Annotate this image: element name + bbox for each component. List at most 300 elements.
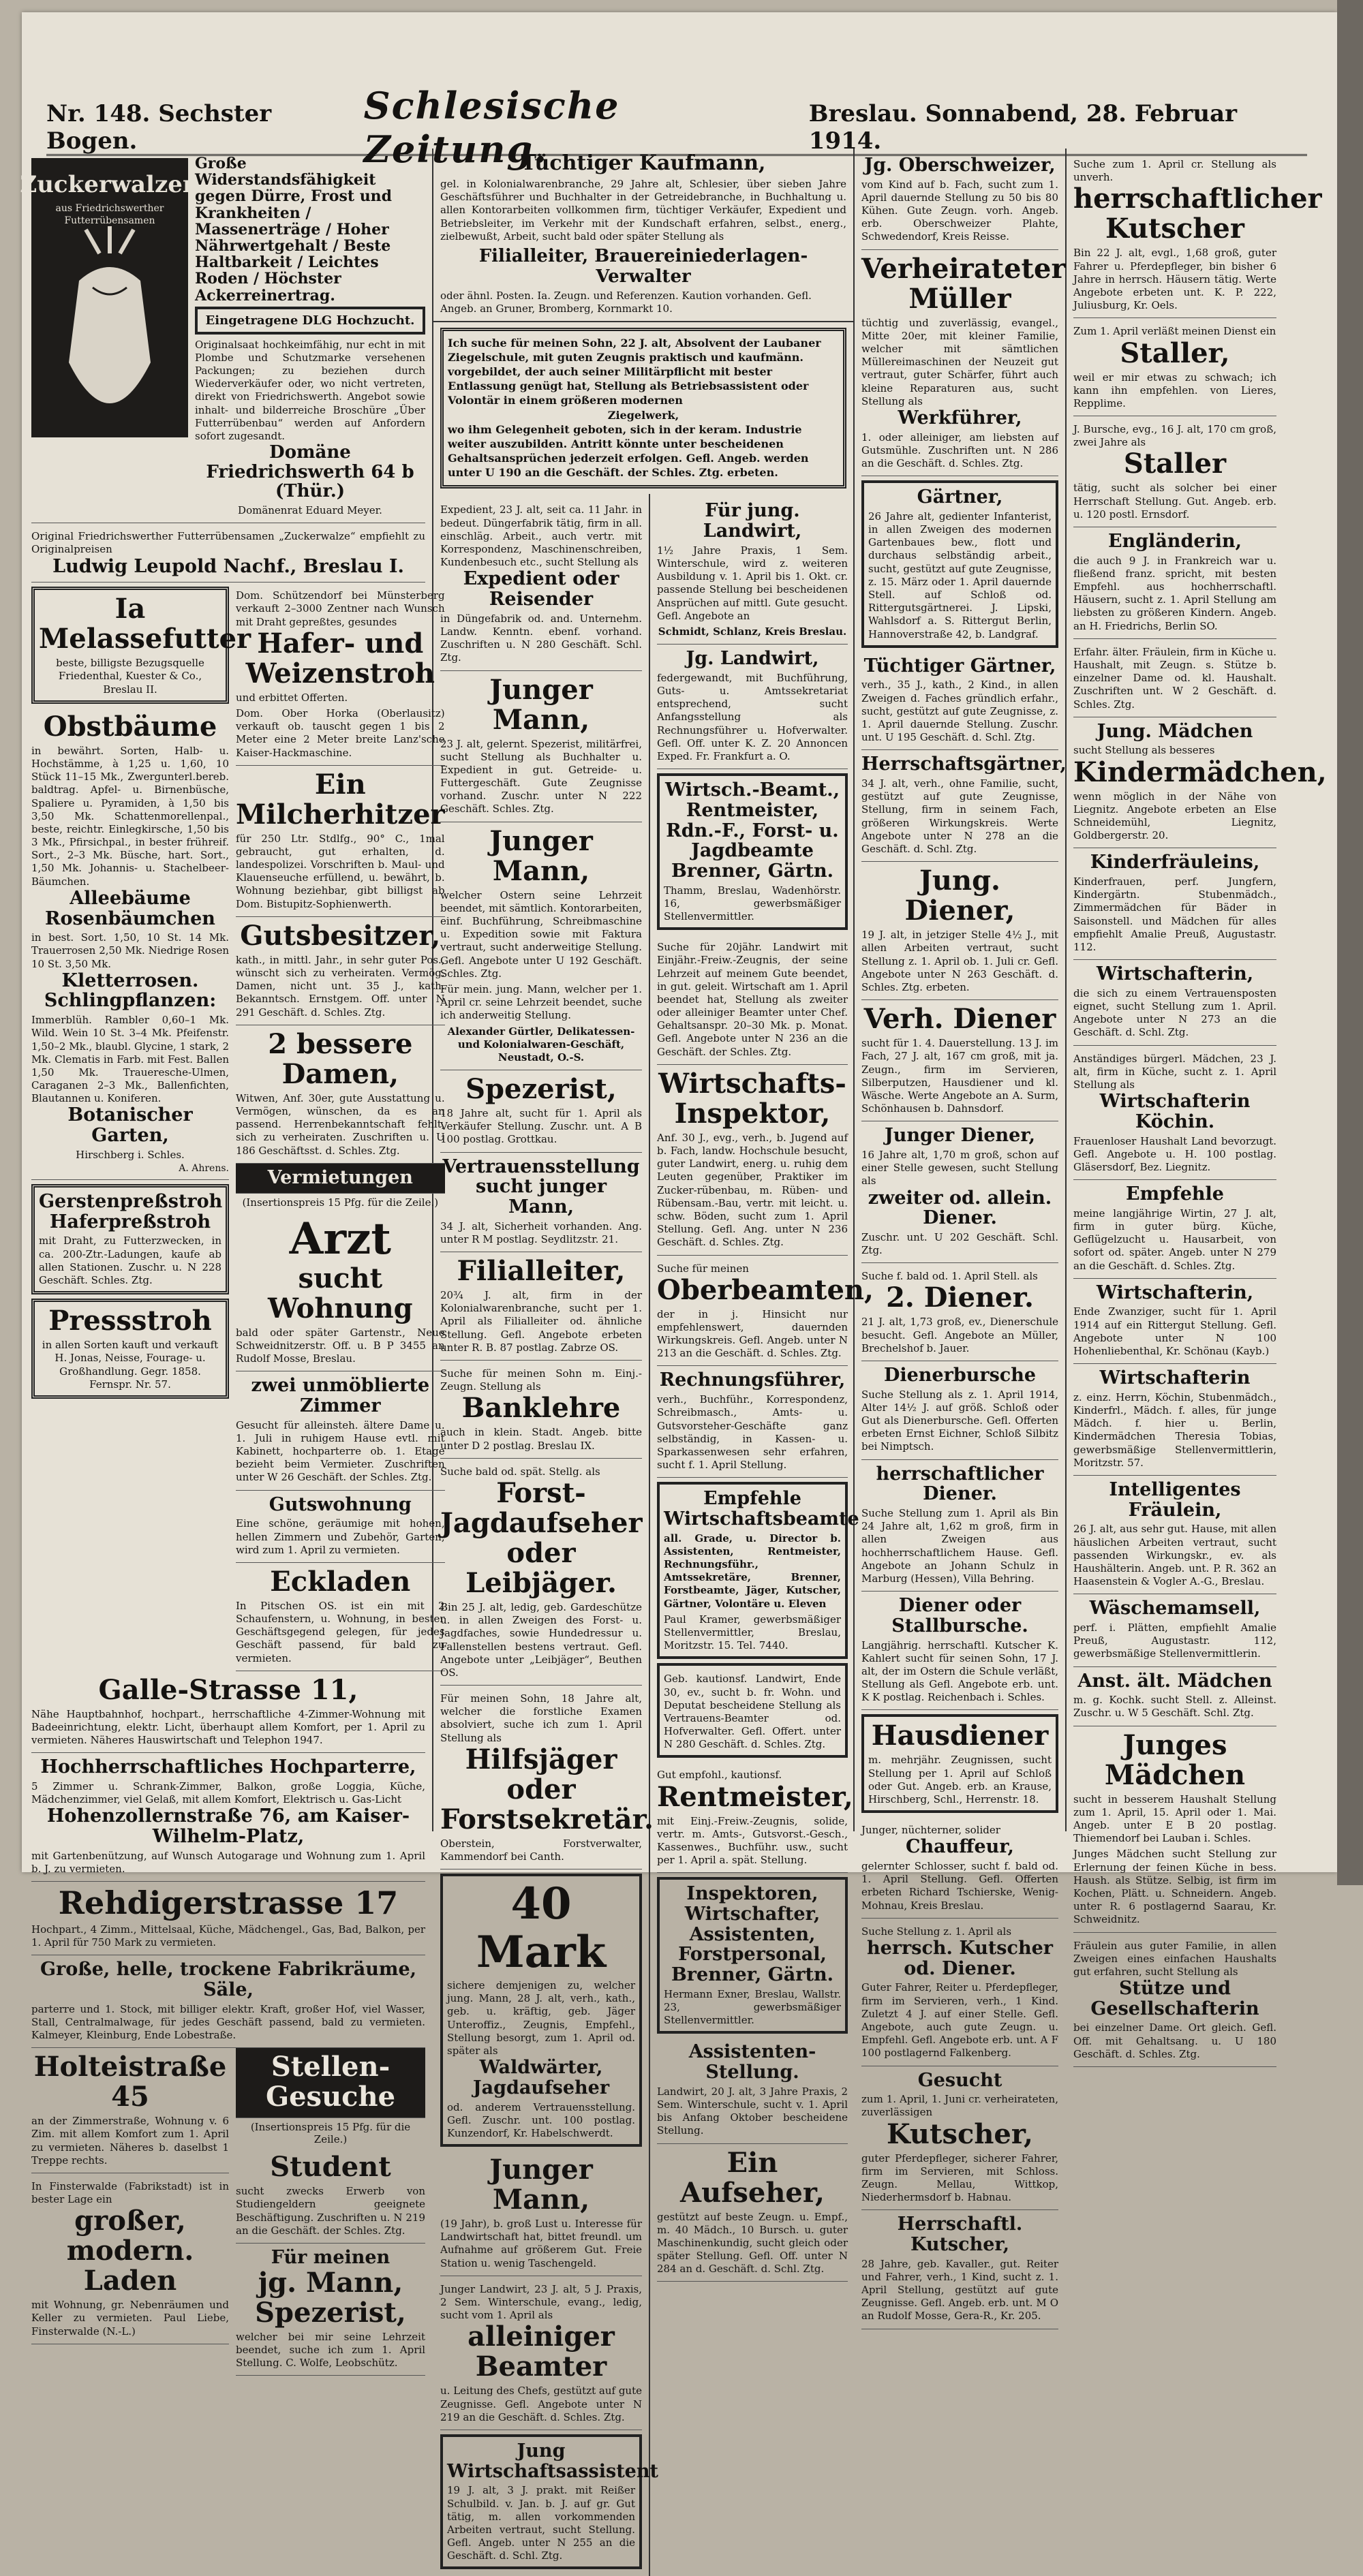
ad-student bbox=[236, 2148, 425, 2244]
kinderfr-body: Kinderfrauen, perf. Jungfern, Kindergärtn. Stubenmädch., Zimmermädchen für Bäder in Saisonstell. und Mädchen für alles empfiehlt Amalie Preuß, Augustastr. 112. bbox=[1073, 875, 1276, 953]
ad-englaenderin bbox=[1073, 527, 1276, 639]
schweizer-heading: Jg. Oberschweizer, bbox=[864, 155, 1056, 176]
aelt-body: m. g. Kochk. sucht Stell. z. Alleinst. Zuschr. u. W 5 Geschäft. Schl. Ztg. bbox=[1073, 1694, 1276, 1720]
ad-hilfsjaeger bbox=[440, 1686, 654, 1869]
zimmer-heading: zwei unmöblierte Zimmer bbox=[251, 1375, 430, 1417]
filial-heading: Filialleiter, Brauereiniederlagen-Verwalter bbox=[478, 245, 808, 287]
haus-body: m. mehrjähr. Zeugnissen, sucht Stellung per 1. April auf Schloß oder Gut. Angeb. erb. an Krause, Hirschberg, Schl., Herrenstr. 18. bbox=[868, 1754, 1052, 1805]
ad-chauffeur bbox=[861, 1817, 1058, 1919]
kutscher5-heading: herrschaftlicher Kutscher bbox=[1073, 183, 1322, 245]
wirtsch4-heading: Wirtschafterin bbox=[1099, 1367, 1251, 1389]
press-body: in allen Sorten kauft und verkauft H. Jonas, Neisse, Fourage- u. Großhandlung. Gegr. 1858. Fernspr. Nr. 57. bbox=[42, 1339, 219, 1391]
jd-heading: Junger Diener, bbox=[884, 1125, 1036, 1147]
wirtsch4-body: z. einz. Herrn, Köchin, Stubenmädch., Kinderfrl., Mädch. f. alles, für junge Mädch. f. hier u. Berlin, Kindermädchen Theresia Tobias, gewerbsmäßige Stellenvermittlerin, Moritzstr. 57. bbox=[1073, 1391, 1276, 1469]
zucker-text bbox=[195, 155, 425, 517]
insp-body: Anf. 30 J., evg., verh., b. Jugend auf b. Fach, landw. Hochschule besucht, guter Landwirt, energ. u. ruhig dem Leuten gegenüber, Praktiker im Zucker-rübenbau, m. Rüben- und Rübensam.-Bau, vertr. mit leicht. u. schw. Böden, sucht zum 1. April Stellung. Gefl. Ang. unter N 236 Geschäft. d. Schles. Ztg. bbox=[657, 1131, 848, 1249]
col1-bottom-left bbox=[31, 2048, 229, 2376]
mueller-body: tüchtig und zuverlässig, evangel., Mitte 20er, mit kleiner Familie, welcher mit sämtlichen Müllereimaschinen der Neuzeit gut vertraut, guter Schärfer, führt auch kleine Reparaturen aus, sucht Stellung als bbox=[861, 316, 1058, 407]
page-edge-shadow bbox=[1337, 0, 1363, 1885]
diener2-pre: Suche f. bald od. 1. April Stell. als bbox=[861, 1270, 1038, 1283]
allee-heading: Alleebäume bbox=[70, 887, 191, 909]
ad-junger-mann-3 bbox=[440, 2151, 642, 2276]
hafer-body: Dom. Ober Horka (Oberlausitz) verkauft ob. tauscht gegen 1 bis 2 Meter eine 2 Meter breite Lanz'sche Kaiser-Hackmaschine. bbox=[236, 707, 445, 759]
insp-heading: Wirtschafts-Inspektor, bbox=[658, 1067, 846, 1130]
ad-mueller bbox=[861, 250, 1066, 477]
gutswohn-body: Eine schöne, geräumige mit hohen, hellen Zimmern und Zubehör, Garten, wird zum 1. April zu vermieten. bbox=[236, 1517, 445, 1556]
vertr-body: 34 J. alt, Sicherheit vorhanden. Ang. unter R M postlag. Seydlitzstr. 21. bbox=[440, 1220, 642, 1245]
dlg-label: Eingetragene DLG Hochzucht. bbox=[195, 307, 425, 335]
jm3-body: (19 Jahr), b. groß Lust u. Interesse für Landwirtschaft hat, bittet freundl. um Aufnahme auf größerem Gut. Freie Station u. wenig Taschengeld. bbox=[440, 2218, 642, 2269]
staller2-body: tätig, sucht als solcher bei einer Herrschaft Stellung. Gut. Angeb. erb. u. 120 postl. Ernsdorf. bbox=[1073, 482, 1276, 521]
ad-zuckerwalzen bbox=[20, 151, 425, 523]
paper-title: Schlesische Zeitung. bbox=[363, 84, 620, 171]
verh-body: sucht für 1. 4. Dauerstellung. 13 J. im Fach, 27 J. alt, 167 cm groß, mit ja. Zeugn., firm im Servieren, Silberputzen, Hausdiener und kl. Wäsche. Werte Angebote an A. Surm, Schönhausen b. Dahnsdorf. bbox=[861, 1037, 1058, 1115]
wirtsch-heading: Wirtschafterin, bbox=[1096, 963, 1254, 985]
fuer-heading: Für meinen bbox=[271, 2246, 390, 2268]
ad-staller-2 bbox=[1073, 416, 1276, 527]
bank-body: auch in klein. Stadt. Angeb. bitte unter D 2 postlag. Breslau IX. bbox=[440, 1426, 642, 1452]
kutsch-heading: herrsch. Kutscher od. Diener. bbox=[867, 1938, 1053, 1979]
holtei-body: an der Zimmerstraße, Wohnung v. 6 Zim. mit allem Komfort zum 1. April zu vermieten. Näheres b. daselbst 1 Treppe rechts. bbox=[31, 2115, 229, 2167]
hoch-heading: Hochherrschaftliches Hochparterre, bbox=[40, 1756, 416, 1778]
ad-oberbeamten bbox=[657, 1256, 874, 1367]
ad-jung-landwirt bbox=[657, 497, 848, 645]
chauf-pre: Junger, nüchterner, solider bbox=[861, 1824, 1000, 1837]
herrsch-body: 28 Jahre, geb. Kavaller., gut. Reiter und Fahrer, verh., 1 Kind, sucht z. 1. April Stellung, gestützt auf gute Zeugnisse. Gefl. Angeb. erb. unt. M O an Rudolf Mosse, Gera-R., Kr. 205. bbox=[861, 2257, 1058, 2323]
stuetze-heading: Stütze und Gesellschafterin bbox=[1090, 1978, 1259, 2019]
column-3 bbox=[650, 494, 874, 2576]
ad-jg-landwirt bbox=[657, 645, 848, 769]
junger2-extra: Für mein. jung. Mann, welcher per 1. April cr. seine Lehrzeit beendet, suche ich anderweitig Stellung. bbox=[440, 982, 642, 1022]
forst-body: Bin 25 J. alt, ledig, geb. Gardeschütze u. in allen Zweigen des Forst- u. Jagdfaches, sowie Hundedressur u. Fallenstellen bestens vertraut. Gefl. Angebote unter „Leibjäger“, Beuthen OS. bbox=[440, 1600, 642, 1679]
ad-vertrauen bbox=[440, 1153, 642, 1252]
stellen-sub: (Insertionspreis 15 Pfg. für die Zeile.) bbox=[250, 2121, 411, 2146]
ad-stallbursche bbox=[861, 1592, 1058, 1710]
zucker-body: Originalsaat hochkeimfähig, nur echt in mit Plombe und Schutzmarke versehenen Packungen; zu beziehen durch Wiederverkäufer oder, wo nicht vertreten, direkt von Friedrichswerth. Angebot sowie inhalt- und bilderreiche Broschüre „Über Futterrübenbau“ werden auf Anfordern sofort zugesandt. bbox=[195, 338, 425, 442]
damen-body: Witwen, Anf. 30er, gute Ausstattung u. Vermögen, wünschen, da es an passend. Herrenbekanntschaft fehlt, sich zu verheiraten. Zuschriften u. U 186 Geschäftsst. d. Schles. Ztg. bbox=[236, 1091, 445, 1157]
rech-body: verh., Buchführ., Korrespondenz, Schreibmasch., Amts- u. Gutsvorsteher-Geschäfte ganz selbständig, in Kassen- u. Sparkassenwesen sehr erfahren, sucht f. 1. April Stellung. bbox=[657, 1393, 848, 1472]
ad-junger-diener bbox=[861, 1121, 1058, 1263]
ad-empfehle-beamte bbox=[657, 1482, 859, 1659]
stall-body: Langjährig. herrschaftl. Kutscher K. Kahlert sucht für seinen Sohn, 17 J. alt, der im Ostern die Schule verläßt, Stellung als Gefl. Angebote erb. unt. K K postlag. Reichenbach i. Schles. bbox=[861, 1639, 1058, 1704]
ad-aufseher bbox=[657, 2144, 848, 2282]
stellen-heading: Stellen-Gesuche bbox=[265, 2051, 396, 2113]
engl-heading: Engländerin, bbox=[1107, 531, 1242, 552]
ad-milcherhitzer bbox=[236, 766, 445, 917]
landw-body: Junger Landwirt, 23 J. alt, 5 J. Praxis, 2 Sem. Winterschule, evang., ledig, sucht vom 1. April als bbox=[440, 2282, 642, 2322]
ad-junger-mann-2 bbox=[440, 822, 642, 1070]
ad-spezerist-2 bbox=[440, 1070, 642, 1153]
ad-rentmeister bbox=[657, 1762, 853, 1873]
verh-heading: Verh. Diener bbox=[863, 1003, 1056, 1036]
zimmer-body: Gesucht für alleinsteh. ältere Dame u. 1. Juli in ruhigem Hause evtl. mit Kabinett, hochparterre ob. 1. Etage bezieht beim Vermieter. Zuschriften unter W 26 Geschäft. der Schles. Ztg. bbox=[236, 1418, 445, 1484]
chauf-heading: Chauffeur, bbox=[906, 1836, 1014, 1858]
reis-heading: Expedient oder Reisender bbox=[463, 568, 619, 610]
junger2-body: welcher Ostern seine Lehrzeit beendet, mit sämtlich. Kontorarbeiten, einf. Buchführung, Schreibmaschine u. Expedition sowie mit Faktura vertraut, sucht anderweitige Stellung. Gefl. Angebote unter U 192 Geschäft. Schles. Ztg. bbox=[440, 888, 642, 980]
zweiter-heading: zweiter od. allein. Diener. bbox=[868, 1187, 1052, 1229]
empf-body: all. Grade, u. Director b. Assistenten, Rentmeister, Rechnungsführ., Amtssekretäre, Brenner, Forstbeamte, Jäger, Kutscher, Gärtner, Volontäre u. Eleven bbox=[664, 1532, 841, 1610]
empf5-body: meine langjährige Wirtin, 27 J. alt, firm in guter bürg. Küche, Geflügelzucht u. Hausarbeit, von sofort od. später. Angeb. unter N 279 an die Geschäft. d. Schles. Ztg. bbox=[1073, 1207, 1276, 1272]
kramer: Paul Kramer, gewerbsmäßiger Stellenvermittler, Breslau, Moritzstr. 15. Tel. 7440. bbox=[664, 1613, 841, 1652]
eck-heading: Eckladen bbox=[270, 1565, 411, 1598]
wirt-body: Thamm, Breslau, Wadenhörstr. 16, gewerbsmäßiger Stellenvermittler. bbox=[664, 884, 841, 922]
eck-body: In Pitschen OS. ist ein mit 2 Schaufenstern, u. Wohnung, in bester Geschäftsgegend gelegen, für jedes Geschäft passend, für bald zu vermieten. bbox=[236, 1599, 445, 1664]
leupold-name: Ludwig Leupold Nachf., Breslau I. bbox=[52, 555, 404, 577]
empf5-heading: Empfehle bbox=[1126, 1183, 1224, 1205]
ad-beamter bbox=[440, 2276, 642, 2430]
junger-heading: Junger Mann, bbox=[489, 673, 593, 736]
beamter-body: u. Leitung des Chefs, gestützt auf gute Zeugnisse. Gefl. Angebote unter N 219 an die Geschäft. d. Schles. Ztg. bbox=[440, 2385, 642, 2423]
ad-expedient bbox=[440, 497, 642, 670]
staller-heading: Staller, bbox=[1120, 337, 1230, 369]
insp2-body: Hermann Exner, Breslau, Wallstr. 23, gewerbsmäßiger Stellenvermittler. bbox=[664, 1987, 841, 2027]
kutscher-heading: Kutscher, bbox=[887, 2117, 1033, 2150]
ad-gersten bbox=[31, 1184, 229, 1294]
tuecht-heading: Tüchtiger Gärtner, bbox=[863, 655, 1056, 677]
kinder-body: wenn möglich in der Nähe von Liegnitz. Angebote erbeten an Else Schneidemühl, Liegnitz, Goldbergerstr. 20. bbox=[1073, 790, 1276, 842]
verm-heading: Vermietungen bbox=[267, 1166, 413, 1188]
mark-body: sichere demjenigen zu, welcher jung. Mann, 28 J. alt, verh., kath., geb. u. kräftig, geb. Jäger Unteroffiz., Zeugnis, Empfehl., Stellung besorgt, zum 1. April od. später als bbox=[447, 1979, 635, 2057]
kinderfr-heading: Kinderfräuleins, bbox=[1090, 852, 1260, 873]
ges-heading: Gesucht bbox=[917, 2069, 1002, 2091]
ad-oberschweizer bbox=[861, 151, 1058, 250]
maed-heading: Jung. Mädchen bbox=[1097, 720, 1253, 742]
milch-body: für 250 Ltr. Stdlfg., 90° C., 1mal gebraucht, gut erhalten, d. landespolizei. Vorschriften b. Maul- und Klauenseuche erfüllend, u. bewährt, b. Wohnung beziehbar, gibt billigst ab Dom. Bistupitz-Sophienwerth. bbox=[236, 832, 445, 910]
insp2-heading: Inspektoren, Wirtschafter, Assistenten, Forstpersonal, Brenner, Gärtn. bbox=[671, 1883, 833, 1986]
zucker-heading: Große Widerstandsfähigkeit gegen Dürre, Frost und Krankheiten / Massenerträge / Hoher Nährwertgehalt / Beste Haltbarkeit / Leichtes Roden / Höchster Ackerreinertrag. bbox=[195, 155, 393, 305]
column-5 bbox=[1067, 149, 1327, 2060]
original-line: Original Friedrichswerther Futterrübensamen „Zuckerwalze“ empfiehlt zu Originalpreisen bbox=[31, 530, 425, 556]
ad-hafer bbox=[236, 583, 445, 766]
ad-kaufmann bbox=[433, 149, 853, 322]
junger2-heading: Junger Mann, bbox=[489, 824, 593, 887]
ad-40-mark bbox=[440, 1874, 642, 2147]
koch-body: Junges Mädchen sucht Stellung zur Erlernung der feinen Küche in bess. Haush. als Stütze. Selbig, ist firm im Kochen, Plätt. u. Schneidern. Angeb. unter R. 6 postlagernd Saarau, Kr. Schweidnitz. bbox=[1073, 1848, 1276, 1926]
ad-gutswohnung bbox=[236, 1491, 445, 1563]
section-stellengesuche bbox=[236, 2048, 425, 2118]
werk-body: 1. oder alleiniger, am liebsten auf Gutsmühle. Zuschriften unt. N 286 an die Geschäft. d. Schles. Ztg. bbox=[861, 431, 1058, 469]
forst-pre: Suche bald od. spät. Stellg. als bbox=[440, 1465, 600, 1478]
ad-herrschaftsgaertner bbox=[861, 750, 1067, 862]
damen-heading: 2 bessere Damen, bbox=[268, 1027, 413, 1090]
rent-pre: Gut empfohl., kautionsf. bbox=[657, 1769, 782, 1782]
jg-landw-body: federgewandt, mit Buchführung, Guts- u. Amtssekretariat entsprechend, sucht Anfangsstellung als Rechnungsführer u. Hofverwalter. Gefl. Off. unter K. Z. 20 Annoncen Exped. Fr. Frankfurt a. O. bbox=[657, 671, 848, 762]
spez-body: welcher bei mir seine Lehrzeit beendet, suche ich zum 1. April Stellung. C. Wolfe, Leobschütz. bbox=[236, 2330, 425, 2369]
jung-landw-body: 1½ Jahre Praxis, 1 Sem. Winterschule, wird z. weiteren Ausbildung v. 1. April bis 1. Okt. cr. passende Stellung bei bescheidenen Ansprüchen auf mittl. Gute gesucht. Gefl. Angebote an bbox=[657, 544, 848, 622]
zweiter-body: Zuschr. unt. U 202 Geschäft. Schl. Ztg. bbox=[861, 1230, 1058, 1257]
ad-holtei bbox=[31, 2048, 229, 2173]
tuecht-body: verh., 35 J., kath., 2 Kind., in allen Zweigen d. Faches gründlich erfahr., sucht, gestützt auf gute Zeugnisse, z. 1. April dauernde Stellung. Zuschr. unt. U 195 Geschäft. d. Schl. Ztg. bbox=[861, 679, 1058, 744]
spez2-body: 18 Jahre alt, sucht für 1. April als Verkäufer Stellung. Zuschr. unt. A B 100 postlag. Grottkau. bbox=[440, 1107, 642, 1146]
waesche-body: perf. i. Plätten, empfiehlt Amalie Preuß, Augustastr. 112, gewerbsmäßige Stellenvermittlerin. bbox=[1073, 1621, 1276, 1660]
wirtsch3-heading: Wirtschafterin, bbox=[1096, 1282, 1254, 1303]
schling-body: Immerblüh. Rambler 0,60–1 Mk. Wild. Wein 10 St. 3–4 Mk. Pfeifenstr. 1,50–2 Mk., blaubl. Glycine, 1 stark, 2 Mk. Clematis in Farb. mit Fest. Ballen 1,50 Mk. Traueresche-Ulmen, Caraganen 2–3 Mk., Ballenfichten, Blautannen u. Koniferen. bbox=[31, 1014, 229, 1105]
ad-zimmer bbox=[236, 1371, 445, 1490]
auf-body: gestützt auf beste Zeugn. u. Empf., m. 40 Mädch., 10 Bursch. u. guter Maschinenkundig, sucht gleich oder später Stellung. Gefl. Off. unter N 284 an d. Geschäft. d. Schl. Ztg. bbox=[657, 2210, 848, 2276]
ziegel-body: wo ihm Gelegenheit geboten, sich in der keram. Industrie weiter auszubilden. Antritt könnte unter bescheidenen Gehaltsansprüchen jederzeit erfolgen. Gefl. Angeb. werden unter U 190 an die Geschäft. der Schles. Ztg. erbeten. bbox=[448, 423, 809, 479]
ass-heading: Assistenten-Stellung. bbox=[688, 2041, 816, 2083]
col1-split bbox=[31, 583, 445, 1671]
mueller-heading: Verheirateter Müller bbox=[861, 252, 1066, 315]
ad-herrsch-diener bbox=[861, 1460, 1058, 1592]
sohn-body: Ich suche für meinen Sohn, 22 J. alt, Absolvent der Laubaner Ziegelschule, mit guten Zeugnis praktisch und kaufmänn. vorgebildet, der auch seiner Militärpflicht mit bester Entlassung genügt hat, Stellung als Betriebsassistent oder Volontär in einem größeren modernen bbox=[448, 337, 821, 407]
student-body: sucht zwecks Erwerb von Studiengeldern geeignete Beschäftigung. Zuschriften u. N 219 an die Geschäft. der Schles. Ztg. bbox=[236, 2185, 425, 2237]
wirtsch2-heading: Wirtschafterin bbox=[1099, 1091, 1251, 1113]
kutscher5-body: Bin 22 J. alt, evgl., 1,68 groß, guter Fahrer u. Pferdepfleger, bin bisher 6 Jahre in herrsch. Häusern tätig. Werte Angebote erbeten unt. K. P. 222, Juliusburg, Kr. Oels. bbox=[1073, 247, 1276, 312]
arzt-body: bald oder später Gartenstr., Neue Schweidnitzerstr. Off. u. B P 3455 an Rudolf Mosse, Breslau. bbox=[236, 1326, 445, 1365]
intell-heading: Intelligentes Fräulein, bbox=[1109, 1479, 1241, 1521]
ges-body: zum 1. April, 1. Juni cr. verheirateten, zuverlässigen bbox=[861, 2093, 1058, 2119]
hilfs-body: Oberstein, Forstverwalter, Kammendorf bei Canth. bbox=[440, 1837, 642, 1863]
schweizer-body: vom Kind auf b. Fach, sucht zum 1. April dauernde Stellung zu 50 bis 80 Kühen. Gute Zeugn. vorh. Angeb. erb. Oberschweizer Plahte, Schwedendorf, Kreis Reisse. bbox=[861, 178, 1058, 243]
auf-heading: Ein Aufseher, bbox=[680, 2146, 825, 2209]
forst-heading: Forst-Jagdaufseher oder Leibjäger. bbox=[440, 1476, 643, 1599]
spez2-heading: Spezerist, bbox=[465, 1073, 617, 1106]
ass-body: Landwirt, 20 J. alt, 3 Jahre Praxis, 2 Sem. Winterschule, sucht v. 1. April bis Anfang Oktober bescheidene Stellung. bbox=[657, 2085, 848, 2137]
hilfs-heading: Hilfsjäger oder Forstsekretär. bbox=[440, 1743, 654, 1835]
melasse-body: beste, billigste Bezugsquelle Friedenthal, Kuester & Co., Breslau II. bbox=[56, 657, 204, 696]
ad-pressstroh bbox=[31, 1299, 229, 1399]
hafer-heading: Hafer- und Weizenstroh bbox=[245, 627, 435, 689]
ad-damen bbox=[236, 1025, 445, 1164]
holtei-heading: Holteistraße 45 bbox=[33, 2051, 227, 2113]
botan-sign: A. Ahrens. bbox=[179, 1163, 229, 1175]
ober-pre: Suche für meinen bbox=[657, 1262, 749, 1275]
col1-left bbox=[31, 583, 251, 1671]
milch-heading: Ein Milcherhitzer bbox=[236, 768, 445, 831]
engl-body: die auch 9 J. in Frankreich war u. fließend franz. spricht, mit besten Empfehl. aus hochherrschaftl. Häusern, sucht z. 1. April Stellung am liebsten zu größeren Kindern. Angeb. an H. Friedrichs, Berlin SO. bbox=[1073, 554, 1276, 632]
guertler: Alexander Gürtler, Delikatessen- und Kolonialwaren-Geschäft, Neustadt, O.-S. bbox=[447, 1025, 635, 1064]
staller2-pre: J. Bursche, evg., 16 J. alt, 170 cm groß, zwei Jahre als bbox=[1073, 423, 1276, 449]
wald-heading: Waldwärter, Jagdaufseher bbox=[472, 2057, 610, 2098]
intell-body: 26 J. alt, aus sehr gut. Hause, mit allen häuslichen Arbeiten vertraut, sucht passenden Wirkungskr., ev. als Haushälterin. Angeb. unt. P. R. 362 an Haasenstein & Vogler A.-G., Breslau. bbox=[1073, 1523, 1276, 1588]
ad-banklehre bbox=[440, 1361, 642, 1459]
ad-hausdiener bbox=[861, 1714, 1058, 1813]
stuetze-body2: bei einzelner Dame. Ort gleich. Gefl. Off. mit Gehaltsang. u. U 180 Geschäft. d. Schles. Ztg. bbox=[1073, 2021, 1276, 2060]
vertr-heading: Vertrauensstellung sucht junger Mann, bbox=[442, 1155, 640, 1218]
ad-forst bbox=[440, 1459, 642, 1686]
reis-body: in Düngefabrik od. and. Unternehm. Landw. Kenntn. ebenf. vorhand. Zuschriften u. N 280 Geschäft. Schl. Ztg. bbox=[440, 612, 642, 664]
ad-fabrik bbox=[31, 1955, 425, 2048]
ad-wirtschaftsassistent bbox=[440, 2434, 658, 2570]
stall-heading: Diener oder Stallbursche. bbox=[891, 1595, 1028, 1636]
beamter-heading: alleiniger Beamter bbox=[468, 2321, 615, 2383]
ad-tuechtiger-gaertner bbox=[861, 652, 1058, 751]
svg-text:aus Friedrichswerther: aus Friedrichswerther bbox=[55, 203, 164, 214]
junges-heading: Junges Mädchen bbox=[1104, 1728, 1246, 1791]
ad-assistent bbox=[657, 2038, 848, 2143]
rech-heading: Rechnungsführer, bbox=[659, 1369, 846, 1391]
jung-body: 19 J. alt, 3 J. prakt. mit Reißer Schulbild. v. Jan. b. J. auf gr. Gut tätig, m. allen vorkommenden Arbeiten vertraut, sucht Stellung. Gefl. Angeb. unter N 255 an die Geschäft. d. Schl. Ztg. bbox=[447, 2484, 635, 2562]
ad-jung-diener bbox=[861, 862, 1058, 1000]
dienb-body: Suche Stellung als z. 1. April 1914, Alter 14½ J. auf größ. Schloß oder Gut als Dienerbursche. Gefl. Offerten erbeten Ernst Eichner, Schloß Silbitz bei Nimptsch. bbox=[861, 1388, 1058, 1453]
column-2-3 bbox=[433, 149, 874, 2562]
haus-heading: Hausdiener bbox=[871, 1720, 1049, 1752]
page-columns bbox=[20, 149, 1327, 2562]
ad-rechnungsfuehrer bbox=[657, 1366, 848, 1478]
spez-heading: jg. Mann, Spezerist, bbox=[255, 2266, 406, 2329]
ad-junges-maedchen bbox=[1073, 1726, 1276, 1933]
rent-body: mit Einj.-Freiw.-Zeugnis, solide, vertr. m. Amts-, Gutsvorst.-Gesch., Kassenwes., Buchführ. usw., sucht per 1. April a. spät. Stellung. bbox=[657, 1814, 848, 1867]
rent-heading: Rentmeister, bbox=[657, 1780, 853, 1813]
guts-heading: Gutsbesitzer, bbox=[240, 919, 441, 952]
kutsch-pre: Suche Stellung z. 1. April als bbox=[861, 1925, 1012, 1938]
ad-kutscher-diener bbox=[861, 1919, 1058, 2066]
ad-hochparterre bbox=[31, 1753, 425, 1882]
guts-body: kath., in mittl. Jahr., in sehr guter Pos., wünscht sich zu verheiraten. Vermög. Damen, nicht unt. 35 J., kath. Bekanntsch. Ernstgem. Off. unter N 291 Geschäft. d. Schles. Ztg. bbox=[236, 953, 445, 1019]
col1-bottom-split bbox=[31, 2048, 425, 2376]
ad-gesucht-kutscher bbox=[861, 2066, 1058, 2211]
dom-text: Dom. Schützendorf bei Münsterberg verkauft 2–3000 Zentner nach Wunsch mit Draht gepreßtes, gesundes bbox=[236, 589, 445, 628]
ad-herrschaftl-kutscher bbox=[861, 2210, 1058, 2329]
wald-body: od. anderem Vertrauensstellung. Gefl. Zuschr. unt. 100 postlag. Kunzendorf, Kr. Habelschwerdt. bbox=[447, 2100, 635, 2139]
staller-body: weil er mir etwas zu schwach; ich kann ihn empfehlen. von Lieres, Repplime. bbox=[1073, 371, 1276, 409]
obst-body: in bewährt. Sorten, Halb- u. Hochstämme, à 1,25 u. 1,60, 10 Stück 11–15 Mk., Zwergunterl.bereb. baldtrag. Apfel- u. Birnenbüsche, Spaliere u. Pyramiden, à 1,50 bis 3,50 Mk. Schattenmorellenpal., beste, reichtr. Einlegkirsche, 1,50 bis 3 Mk., Pfirsichpal., in bester frühreif. Sort., 2–3 Mk. Büsche, hart. Sort., 1,50 Mk. Johannis- u. Stachelbeer-Bäumchen. bbox=[31, 744, 229, 888]
jung-heading: Jung Wirtschaftsassistent bbox=[447, 2440, 658, 2482]
galle-heading: Galle-Strasse 11, bbox=[98, 1673, 358, 1706]
laden-heading: großer, modern. Laden bbox=[66, 2205, 194, 2297]
kletter-heading: Kletterrosen. bbox=[61, 969, 199, 991]
maed-pre: sucht Stellung als besseres bbox=[1073, 744, 1215, 757]
ad-leupold bbox=[31, 523, 425, 583]
rosen-heading: Rosenbäumchen bbox=[45, 907, 215, 929]
botan-heading: Botanischer Garten, bbox=[67, 1104, 193, 1147]
gersten-body: mit Draht, zu Futterzwecken, in ca. 200-Ztr.-Ladungen, kaufe ab allen Stationen. Zuschr. u. N 228 Geschäft. Schles. Ztg. bbox=[39, 1235, 221, 1286]
beet-illustration-icon bbox=[20, 158, 200, 437]
ad-waeschemamsell bbox=[1073, 1594, 1276, 1666]
kutscher-body: guter Pferdepfleger, sicherer Fahrer, firm im Servieren, mit Schloss. Zeugn. Mellau, Wittkop, Niederhermsdorf b. Habnau. bbox=[861, 2152, 1058, 2204]
ad-herrsch-kutscher bbox=[1073, 151, 1322, 318]
arzt-heading: Arzt bbox=[289, 1213, 391, 1265]
ad-kinderfraeuleins bbox=[1073, 848, 1276, 960]
ad-arzt bbox=[236, 1211, 445, 1371]
ad-obstbaeume bbox=[31, 708, 229, 1180]
gaertner-heading: Gärtner, bbox=[917, 486, 1003, 508]
botan-city: Hirschberg i. Schles. bbox=[76, 1148, 185, 1161]
kinder-heading: Kindermädchen, bbox=[1073, 756, 1327, 788]
svg-text:Zuckerwalzen: Zuckerwalzen bbox=[20, 171, 200, 198]
ad-galle bbox=[31, 1671, 425, 1754]
waesche-heading: Wäschemamsell, bbox=[1089, 1598, 1261, 1619]
fil-body: 20¾ J. alt, firm in der Kolonialwarenbranche, sucht per 1. April als Filialleiter od. ähnliche Stellung. Gefl. Angebote erbeten unter R. B. 87 postlag. Zabrze OS. bbox=[440, 1289, 642, 1354]
diener-heading: Jung. Diener, bbox=[904, 865, 1015, 927]
diener2-body: 21 J. alt, 1,73 groß, ev., Dienerschule besucht. Gefl. Angebote an Müller, Brechelshof b. Jauer. bbox=[861, 1316, 1058, 1354]
jung-landw-heading: Für jung. Landwirt, bbox=[703, 500, 802, 542]
ad-kindermaedchen bbox=[1073, 717, 1327, 849]
issue-date: Breslau. Sonnabend, 28. Februar 1914. bbox=[808, 100, 1238, 155]
bank-pre: Suche für meinen Sohn m. Einj.-Zeugn. Stellung als bbox=[440, 1367, 642, 1393]
obst-heading: Obstbäume bbox=[43, 710, 217, 743]
ad-wirtschafterin-4 bbox=[1073, 1364, 1276, 1476]
rehd-heading: Rehdigerstrasse 17 bbox=[58, 1884, 399, 1922]
aelt-heading: Anst. ält. Mädchen bbox=[1077, 1670, 1272, 1692]
ad-staller bbox=[1073, 318, 1276, 416]
column-2 bbox=[433, 494, 658, 2576]
koechin-heading: Köchin. bbox=[1135, 1111, 1215, 1132]
kauf-heading: Tüchtiger Kaufmann, bbox=[521, 151, 766, 175]
ad-dienerbursche bbox=[861, 1361, 1058, 1460]
junges-body: sucht in besserem Haushalt Stellung zum 1. April, 15. April oder 1. Mai. Angeb. unter E B 20 postlag. Thiemendorf bei Lauban i. Schles. bbox=[1073, 1793, 1276, 1845]
ober-heading: Oberbeamten, bbox=[657, 1273, 874, 1306]
herrd-body: Suche Stellung zum 1. April als Bin 24 Jahre alt, 1,62 m groß, firm in allen Zweigen aus hochherrschaftlichem Hause. Gefl. Angebote an Johann Schulz in Marburg (Hessen), Villa Behring. bbox=[861, 1507, 1058, 1585]
ad-inspektor bbox=[657, 1065, 848, 1256]
laden-body: mit Wohnung, gr. Nebenräumen und Keller zu vermieten. Paul Liebe, Finsterwalde (N.-L.) bbox=[31, 2299, 229, 2338]
ad-wirtschafterin-3 bbox=[1073, 1279, 1276, 1364]
ad-2-diener bbox=[861, 1263, 1058, 1361]
ad-spezerist bbox=[236, 2244, 425, 2376]
herr-body: 34 J. alt, verh., ohne Familie, sucht, gestützt auf gute Zeugnisse, Stellung, firm in seinem Fach, größeren Wirkungskreis. Werte Angebote unter N 278 an die Geschäft. d. Schl. Ztg. bbox=[861, 777, 1058, 855]
staller-pre: Zum 1. April verläßt meinen Dienst ein bbox=[1073, 325, 1276, 338]
rehd-body: Hochpart., 4 Zimm., Mittelsaal, Küche, Mädchengel., Gas, Bad, Balkon, per 1. April für 750 Mark zu vermieten. bbox=[31, 1923, 425, 1949]
ad-rehdiger bbox=[31, 1882, 425, 1955]
ad-intelligentes bbox=[1073, 1476, 1276, 1594]
column-4 bbox=[855, 149, 1067, 2323]
jg-landw-heading: Jg. Landwirt, bbox=[686, 648, 819, 670]
col1-bottom-right bbox=[236, 2048, 425, 2376]
ad-wirtschafterin-1 bbox=[1073, 960, 1276, 1045]
hoch-body: 5 Zimmer u. Schrank-Zimmer, Balkon, große Loggia, Küche, Mädchenzimmer, viel Gelaß, mit allem Komfort, Elektrisch u. Gas-Licht bbox=[31, 1780, 425, 1806]
column-1 bbox=[20, 149, 445, 2369]
ad-ziegelwerk bbox=[440, 328, 846, 488]
issue-number: Nr. 148. Sechster Bogen. bbox=[46, 100, 272, 155]
kauf-body: gel. in Kolonialwarenbranche, 29 Jahre alt, Schlesier, über sieben Jahre Geschäftsführer und Buchhalter in der Getreidebranche, in Buchhaltung u. allen Kontorarbeiten vollkommen firm, tüchtiger Verkäufer, Expedient und Betriebsleiter, im Verkehr mit der Kundschaft erfahren, selbst., energ., zielbewußt, Arbeit, sucht bald oder später Stellung als bbox=[440, 178, 846, 243]
ad-verh-diener bbox=[861, 1000, 1058, 1121]
domaene-name: Domäne Friedrichswerth 64 b (Thür.) bbox=[206, 442, 414, 502]
ad-melasse bbox=[31, 587, 251, 704]
ad-gutsbesitzer bbox=[236, 917, 445, 1025]
werk-heading: Werkführer, bbox=[898, 407, 1022, 429]
ad-gaertner bbox=[861, 480, 1058, 648]
kaution-body: Geb. kautionsf. Landwirt, Ende 30, ev., sucht b. fr. Wohn. und Deputat bescheidene Stellung als Vertrauens-Beamter od. Hofverwalter. Gefl. Offert. unter N 280 Geschäft. d. Schles. Ztg. bbox=[664, 1673, 841, 1751]
ober-body: der in j. Hinsicht nur empfehlenswert, dauernden Wirkungskreis. Gefl. Angeb. unter N 213 an die Geschäft. d. Schles. Ztg. bbox=[657, 1307, 848, 1360]
jm3-heading: Junger Mann, bbox=[489, 2154, 593, 2216]
verm-sub: (Insertionspreis 15 Pfg. für die Zeile.) bbox=[242, 1196, 439, 1209]
exp-body: Expedient, 23 J. alt, seit ca. 11 Jahr. in bedeut. Düngerfabrik tätig, firm in all. einschläg. Arbeit., auch vertr. mit Korrespondenz, Maschinenschreiben, Kundenbesuch etc., sucht Stellung als bbox=[440, 503, 642, 569]
landw2-body: Suche für 20jähr. Landwirt mit Einjähr.-Freiw.-Zeugnis, der seine Lehrzeit auf meinem Gute beendet, in gut. geleit. Wirtschaft am 1. April beendet hat, Stellung als zweiter oder alleiniger Beamter unter Chef. Gehaltsanspr. 20–30 Mk. p. Monat. Gefl. Angebote unter N 236 an die Geschäft. der Schles. Ztg. bbox=[657, 941, 848, 1058]
ad-filialleiter bbox=[440, 1252, 642, 1361]
fabrik-heading: Große, helle, trockene Fabrikräume, Säle, bbox=[40, 1959, 417, 2000]
ad-koechin bbox=[1073, 1046, 1276, 1181]
staller2-heading: Staller bbox=[1123, 448, 1227, 480]
schmidt: Schmidt, Schlanz, Kreis Breslau. bbox=[658, 625, 847, 638]
kutscher5-pre: Suche zum 1. April cr. Stellung als unverh. bbox=[1073, 158, 1276, 184]
diener2-heading: 2. Diener. bbox=[886, 1282, 1034, 1314]
bank-heading: Banklehre bbox=[461, 1392, 621, 1425]
gaertner-body: 26 Jahre alt, gedienter Infanterist, in allen Zweigen des modernen Gartenbaues bew., flott und durchaus selbständig arbeit., sucht, gestützt auf gute Zeugnisse, z. 15. März oder 1. April dauernde Stell. auf Schloß od. Rittergutsgärtnerei. J. Lipski, Wahlsdorf a. S. Rittergut Berlin, Hannoverstraße 42, b. Landgraf. bbox=[868, 510, 1052, 640]
ad-aelt-maedchen bbox=[1073, 1667, 1276, 1726]
erf-body: Erfahr. älter. Fräulein, firm in Küche u. Haushalt, mit Zeugn. s. Stütze b. einzelner Dame od. kl. Haushalt. Zuschriften unt. W 2 Geschäft. d. Schles. Ztg. bbox=[1073, 645, 1276, 711]
hohenz-heading: Hohenzollernstraße 76, am Kaiser-Wilhelm-Platz, bbox=[46, 1805, 410, 1848]
schling-heading: Schlingpflanzen: bbox=[44, 990, 217, 1012]
koechin-pre: Anständiges bürgerl. Mädchen, 23 J. alt, firm in Küche, sucht z. 1. April Stellung als bbox=[1073, 1052, 1276, 1091]
hilfs-pre: Für meinen Sohn, 18 Jahre alt, welcher die forstliche Examen absolviert, suche ich zum 1. April Stellung als bbox=[440, 1692, 642, 1744]
ad-inspektoren bbox=[657, 1877, 848, 2034]
hohenz-body: mit Gartenbenützung, auf Wunsch Autogarage und Wohnung zum 1. April b. J. zu vermieten. bbox=[31, 1849, 425, 1876]
ad-finsterwalde bbox=[31, 2173, 229, 2344]
hafer-sub: und erbittet Offerten. bbox=[236, 691, 348, 704]
ad-empfehle bbox=[1073, 1180, 1276, 1279]
gutswohn-heading: Gutswohnung bbox=[269, 1493, 412, 1515]
herrsch-heading: Herrschaftl. Kutscher, bbox=[897, 2214, 1023, 2255]
diener-body: 19 J. alt, in jetziger Stelle 4½ J., mit allen Arbeiten vertraut, sucht Stellung z. 1. April ob. 1. Juli cr. Gefl. Angebote unter N 263 Geschäft. d. Schles. Ztg. erbeten. bbox=[861, 929, 1058, 993]
wirt-heading: Wirtsch.-Beamt., Rentmeister, Rdn.-F., Forst- u. Jagdbeamte Brenner, Gärtn. bbox=[664, 779, 840, 882]
svg-text:Futterrübensamen: Futterrübensamen bbox=[64, 215, 155, 226]
chauf-body: gelernter Schlosser, sucht f. bald od. 1. April Stellung. Gefl. Offerten erbeten Richard Tschierske, Wenig-Mohnau, Kreis Breslau. bbox=[861, 1860, 1058, 1912]
herrd-heading: herrschaftlicher Diener. bbox=[876, 1463, 1044, 1505]
rosen-body: in best. Sort. 1,50, 10 St. 14 Mk. Trauerrosen 2,50 Mk. Niedrige Rosen 10 St. 3,50 Mk. bbox=[31, 931, 229, 970]
mark-heading: 40 Mark bbox=[476, 1878, 607, 1978]
jd-body: 16 Jahre alt, 1,70 m groß, schon auf einer Stelle gewesen, sucht Stellung als bbox=[861, 1148, 1058, 1188]
